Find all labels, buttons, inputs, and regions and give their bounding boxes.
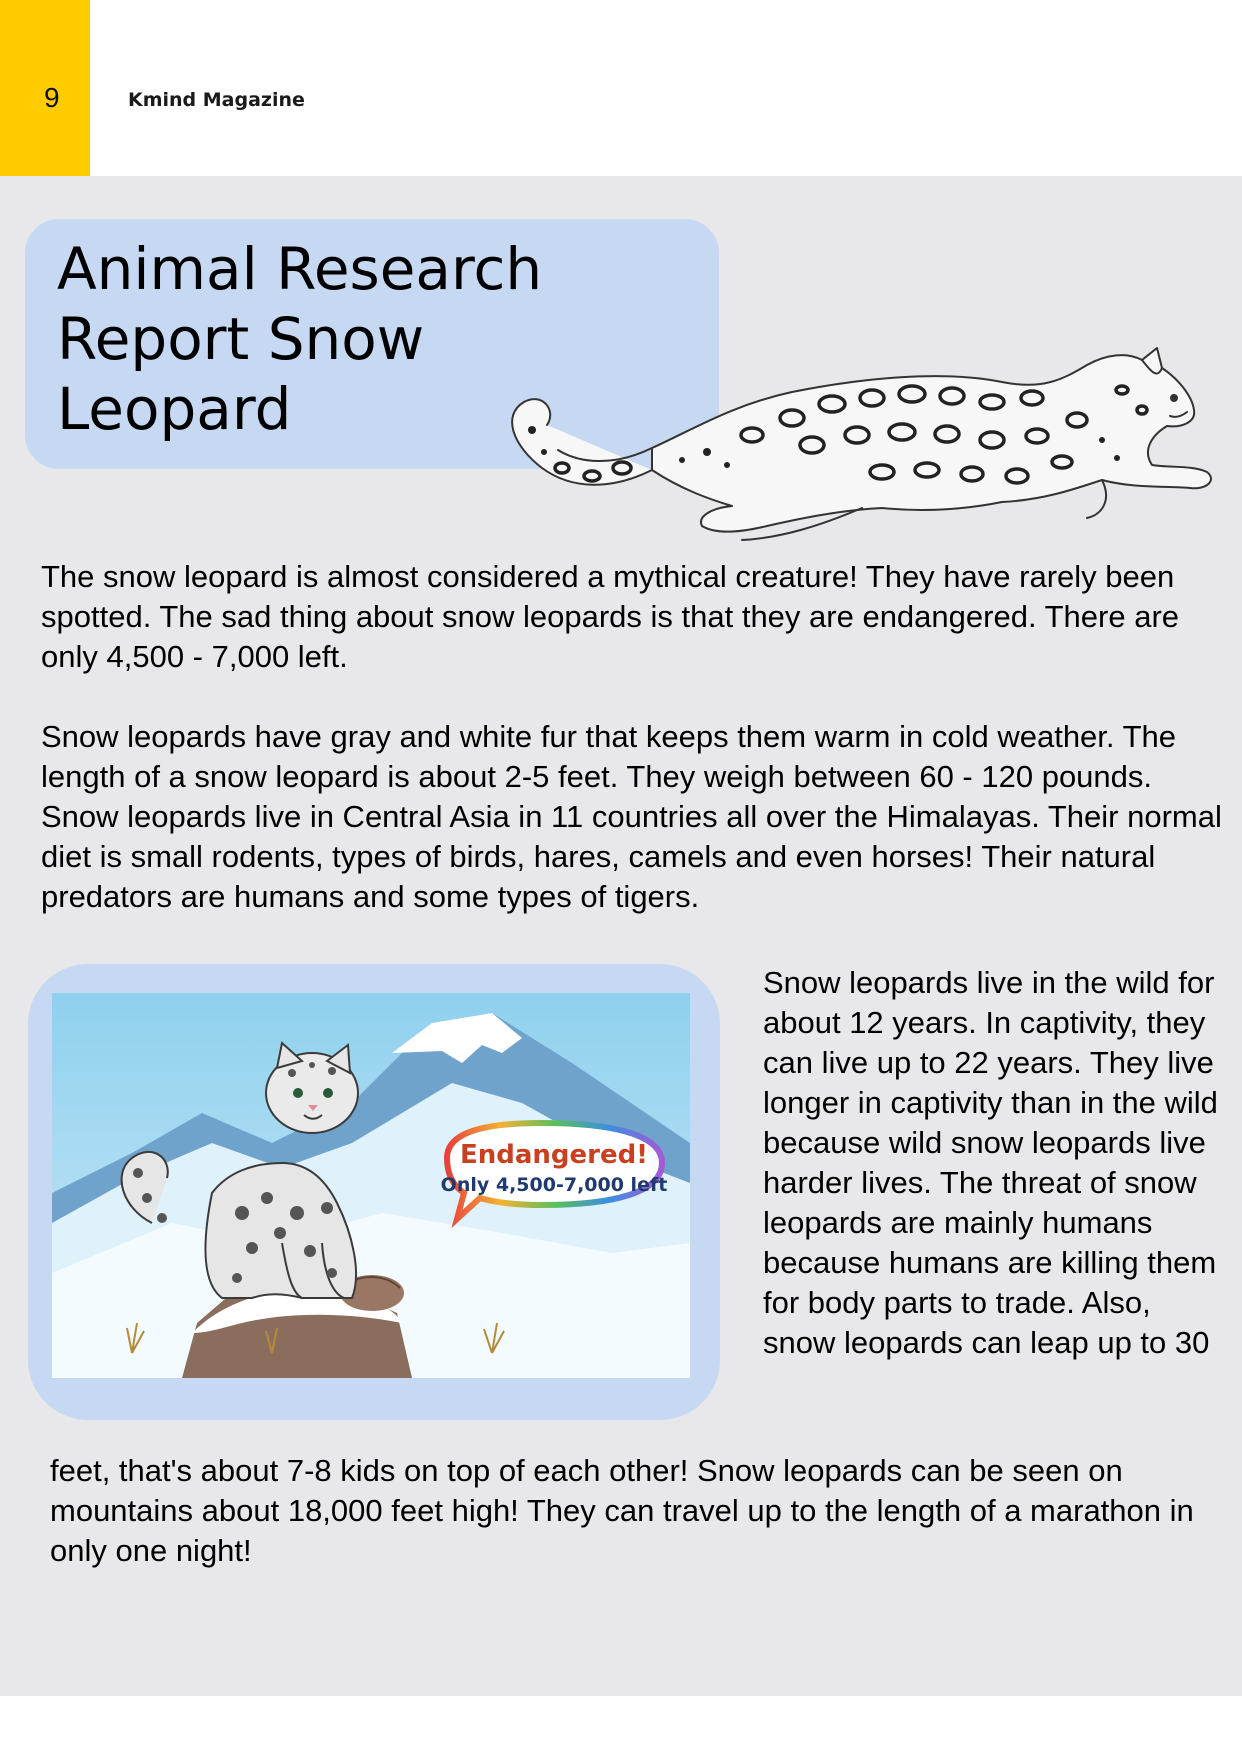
badge-title: Endangered! bbox=[459, 1140, 649, 1170]
paragraph-description: Snow leopards have gray and white fur that keeps them warm in cold weather. The length of a snow leopard is about 2-5 feet. They weigh between 60 - 120 pounds. Snow leopards live in Central Asia in 11 countries all over the Himalayas. Their normal diet is small rodents, types of birds, hares, camels and even horses! Their natural predators are humans and some types of tigers. bbox=[41, 719, 1222, 914]
leaping-snow-leopard-sketch bbox=[502, 340, 1222, 545]
paragraph-intro: The snow leopard is almost considered a mythical creature! They have rarely been spotted. The sad thing about snow leopards is that they are endangered. There are only 4,500 - 7,000 left. bbox=[41, 559, 1180, 674]
page-number: 9 bbox=[44, 82, 60, 113]
paragraph-lifespan: Snow leopards live in the wild for about 12 years. In captivity, they can live up to 22 years. They live longer in captivity than in the wild because wild snow leopards live harder lives. The threat of snow leopards are mainly humans because humans are killing them for body parts to trade. Also, snow leopards can leap up to 30 bbox=[763, 965, 1218, 1360]
snow-leopard-illustration bbox=[52, 993, 690, 1378]
magazine-name: Kmind Magazine bbox=[128, 89, 305, 111]
badge-subtitle: Only 4,500-7,000 left bbox=[440, 1174, 668, 1196]
paragraph-continued: feet, that's about 7-8 kids on top of each other! Snow leopards can be seen on mountains about 18,000 feet high! They can travel up to the length of a marathon in only one night! bbox=[50, 1453, 1194, 1568]
article-title: Animal Research Report Snow Leopard bbox=[57, 235, 543, 443]
